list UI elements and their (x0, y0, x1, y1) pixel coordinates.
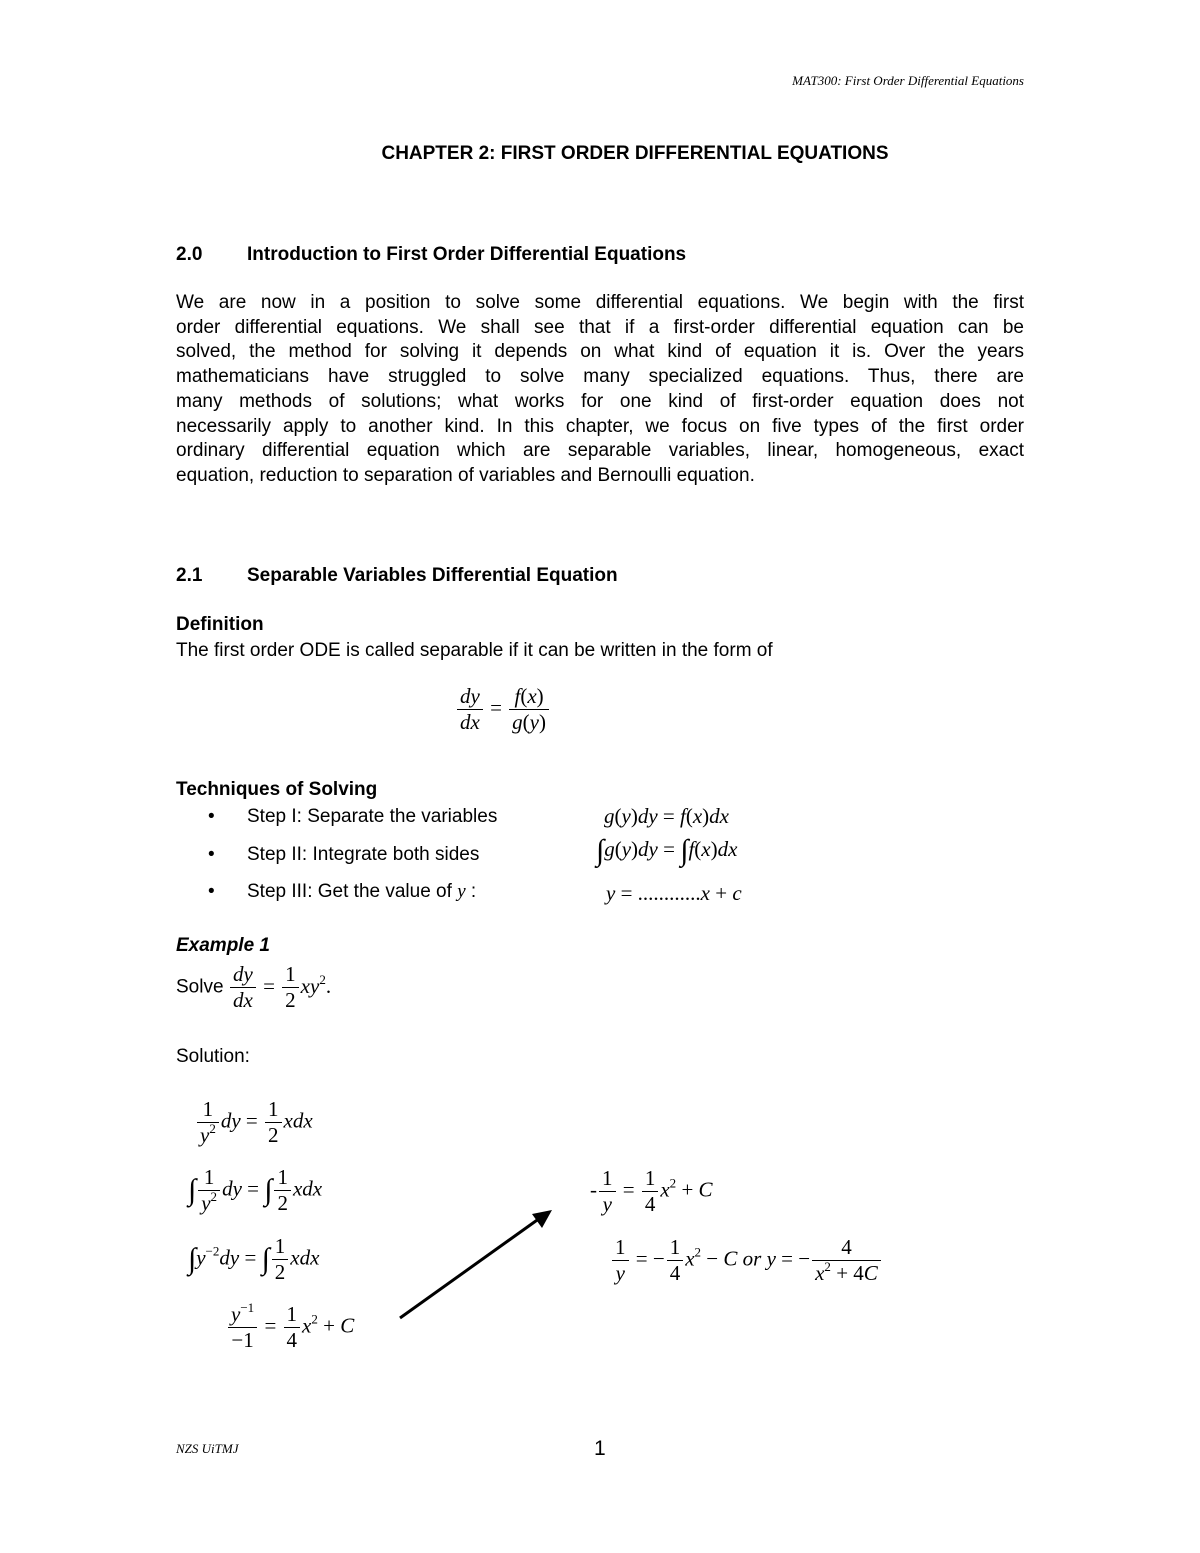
step-3-label (247, 881, 476, 903)
running-header: MAT300: First Order Differential Equations (792, 73, 1024, 88)
bullet-step-2: • (208, 844, 215, 865)
solution-label: Solution: (176, 1046, 250, 1067)
section-2-0-number: 2.0 (176, 244, 203, 265)
intro-line: equation, reduction to separation of variables and Bernoulli equation. (176, 464, 755, 486)
intro-line: order differential equations. We shall see that if a first-order differential equation can be (176, 316, 1024, 338)
footer-left: NZS UiTMJ (176, 1441, 239, 1456)
solve-label: Solve (176, 976, 224, 998)
definition-text: The first order ODE is called separable if it can be written in the form of (176, 640, 773, 661)
section-2-1-number: 2.1 (176, 565, 203, 586)
solution-step-5: - $\frac{1}{y}$ = $\frac{1}{4}$ $x^2 + C$ (590, 1166, 713, 1217)
step-3-dots: ............ (637, 881, 701, 905)
step-1-label: Step I: Separate the variables (247, 806, 498, 827)
step-3-label-suffix: : (465, 881, 477, 902)
section-2-1-title: Separable Variables Differential Equation (247, 565, 618, 586)
step-2-label: Step II: Integrate both sides (247, 844, 480, 865)
bullet-step-3: • (208, 881, 215, 902)
chapter-title: CHAPTER 2: FIRST ORDER DIFFERENTIAL EQUATIONS (381, 143, 889, 164)
bullet-step-1: • (208, 806, 215, 827)
step-1-equation: g(y)dy = f(x)dx (604, 804, 729, 828)
techniques-heading: Techniques of Solving (176, 779, 378, 800)
intro-line: necessarily apply to another kind. In this chapter, we focus on five types of the first order (176, 415, 1024, 437)
solution-step-1: $\frac{1}{y^2}$ dy = $\frac{1}{2}$ xdx (195, 1097, 313, 1148)
solution-step-3: $\int y^{-2}dy$ = ∫ $\frac{1}{2}$ xdx (188, 1234, 320, 1285)
intro-paragraph (176, 291, 1024, 489)
section-2-0-title: Introduction to First Order Differential Equations (247, 244, 687, 265)
arrow-shaft (400, 1218, 540, 1318)
intro-line: We are now in a position to solve some differential equations. We begin with the first (176, 292, 1024, 313)
intro-line: ordinary differential equation which are separable variables, linear, homogeneous, exact (176, 440, 1024, 462)
definition-equation: $\frac{dy}{dx}$ = $\frac{f(x)}{g(y)}$ (455, 684, 551, 735)
example-problem: Solve $\frac{dy}{dx}$ = $\frac{1}{2}$ $xy^2$. (176, 962, 332, 1013)
step-3-label-var: y (457, 881, 466, 902)
step-2-equation: ∫g(y)dy = ∫f(x)dx (596, 834, 738, 867)
intro-line: mathematicians have struggled to solve many specialized equations. Thus, there are (176, 366, 1024, 388)
continuation-arrow (390, 1200, 565, 1330)
intro-line: solved, the method for solving it depends on what kind of equation it is. Over the years (176, 341, 1024, 363)
page-number: 1 (594, 1437, 606, 1460)
step-3-label-prefix: Step III: Get the value of (247, 881, 458, 902)
example-heading: Example 1 (176, 935, 270, 956)
solution-step-4: $\frac{y^{-1}}{-1}$ = $\frac{1}{4}$ $x^2 + C$ (226, 1302, 354, 1353)
or-word: or (742, 1246, 762, 1271)
solution-step-6: $\frac{1}{y}$ = − $\frac{1}{4}$ $x^2 - C$ or y = − $\frac{4}{x^2 + 4C}$ (610, 1235, 883, 1286)
solution-step-2: ∫ $\frac{1}{y^2}$ dy = ∫ $\frac{1}{2}$ xdx (188, 1165, 323, 1216)
definition-heading: Definition (176, 614, 264, 635)
arrow-head (532, 1210, 552, 1228)
step-3-equation: y = ............x + c (606, 881, 742, 905)
intro-line: many methods of solutions; what works for one kind of first-order equation does not (176, 390, 1024, 412)
